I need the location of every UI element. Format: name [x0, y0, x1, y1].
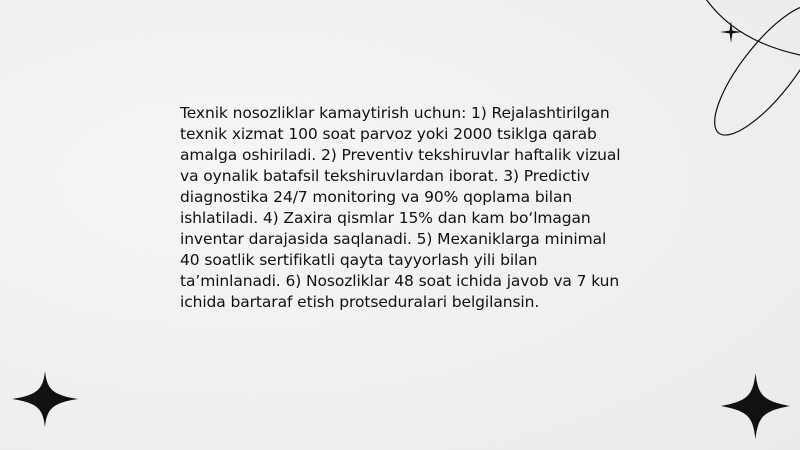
- orbit-sparkle-icon: [690, 0, 800, 150]
- four-point-star-icon: [721, 373, 790, 439]
- four-point-star-icon: [12, 371, 78, 427]
- slide-body-text: Texnik nosozliklar kamaytirish uchun: 1) Rejalashtirilgan texnik xizmat 100 soat parvoz yoki 2000 tsiklga qarab amalga oshiriladi. 2) Preventiv tekshiruvlar haftalik vizual va oynalik batafsil tekshiruvlardan iborat. 3) Predictiv diagnostika 24/7 monitoring va 90% qoplama bilan ishlatiladi. 4) Zaxira qismlar 15% dan kam bo‘lmagan inventar darajasida saqlanadi. 5) Mexaniklarga minimal 40 soatlik sertifikatli qayta tayyorlash yili bilan ta’minlanadi. 6) Nosozliklar 48 soat ichida javob va 7 kun ichida bartaraf etish protseduralari belgilansin.: [180, 104, 621, 311]
